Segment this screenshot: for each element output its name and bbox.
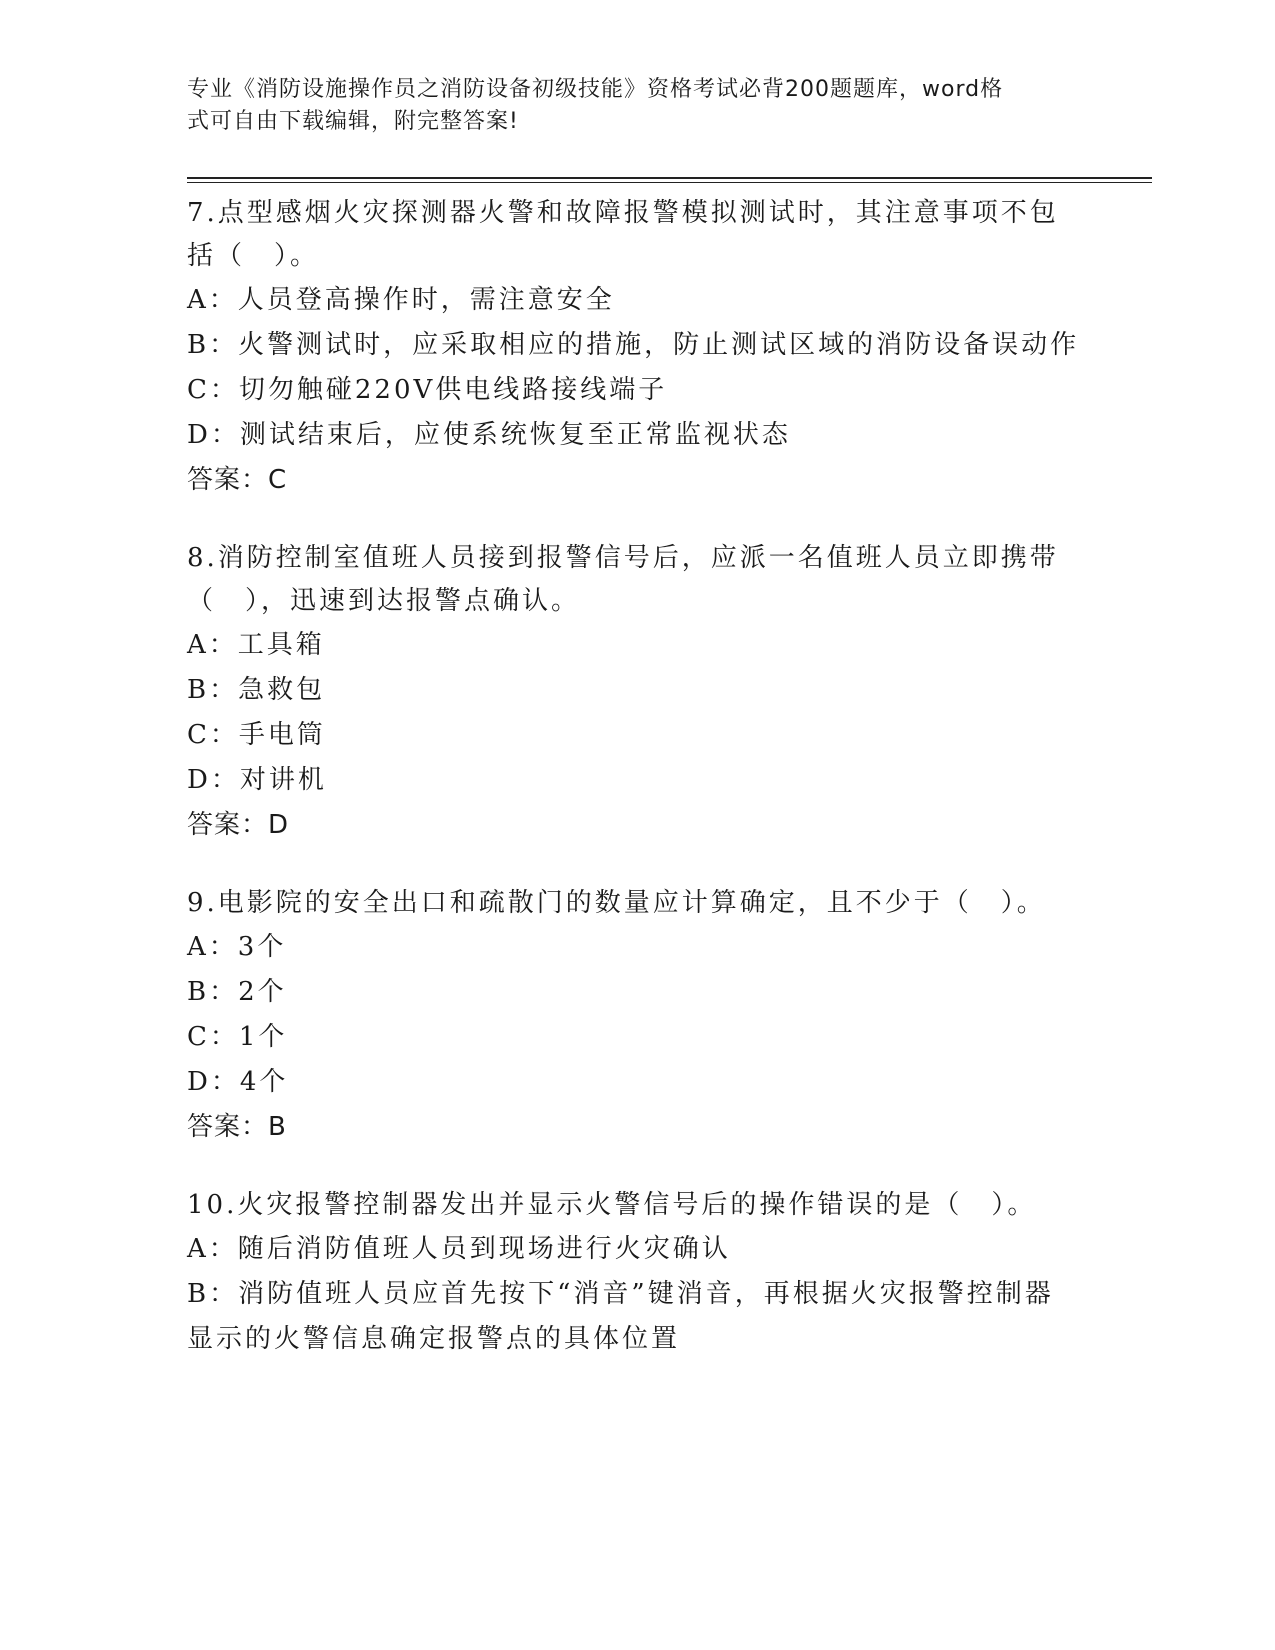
question-stem-line: 9.电影院的安全出口和疏散门的数量应计算确定，且不少于（ ）。 xyxy=(187,888,1046,918)
option-d: D：测试结束后，应使系统恢复至正常监视状态 xyxy=(187,420,791,450)
option-d: D：对讲机 xyxy=(187,765,327,795)
option-a: A：3个 xyxy=(187,932,287,962)
option-b: B：2个 xyxy=(187,977,287,1007)
question-stem-line: 7.点型感烟火灾探测器火警和故障报警模拟测试时，其注意事项不包 xyxy=(187,198,1059,228)
option-b-continued: 显示的火警信息确定报警点的具体位置 xyxy=(187,1324,681,1354)
option-c: C：切勿触碰220V供电线路接线端子 xyxy=(187,375,668,405)
option-a: A：工具箱 xyxy=(187,630,325,660)
document-header xyxy=(187,74,1067,138)
option-c: C：1个 xyxy=(187,1022,288,1052)
question-9 xyxy=(187,882,1087,1150)
option-b: B：消防值班人员应首先按下“消音”键消音，再根据火灾报警控制器 xyxy=(187,1279,1054,1309)
option-b: B：火警测试时，应采取相应的措施，防止测试区域的消防设备误动作 xyxy=(187,330,1080,360)
header-line-1: 专业《消防设施操作员之消防设备初级技能》资格考试必背200题题库，word格 xyxy=(187,77,1004,102)
option-b: B：急救包 xyxy=(187,675,326,705)
header-rule-thick xyxy=(187,177,1152,179)
answer-line: 答案：D xyxy=(187,810,290,840)
question-7 xyxy=(187,192,1087,503)
header-line-2: 式可自由下载编辑，附完整答案! xyxy=(187,109,519,134)
answer-line: 答案：C xyxy=(187,465,288,495)
header-rule-thin xyxy=(187,182,1152,183)
question-list xyxy=(187,192,1087,1396)
option-d: D：4个 xyxy=(187,1067,289,1097)
question-stem-line: 8.消防控制室值班人员接到报警信号后，应派一名值班人员立即携带 xyxy=(187,543,1059,573)
option-c: C：手电筒 xyxy=(187,720,326,750)
question-10 xyxy=(187,1184,1087,1362)
option-a: A：随后消防值班人员到现场进行火灾确认 xyxy=(187,1234,731,1264)
option-a: A：人员登高操作时，需注意安全 xyxy=(187,285,615,315)
question-stem-line: （ ），迅速到达报警点确认。 xyxy=(187,586,581,616)
question-stem-line: 10.火灾报警控制器发出并显示火警信号后的操作错误的是（ ）。 xyxy=(187,1190,1037,1220)
question-stem-line: 括（ ）。 xyxy=(187,241,320,271)
answer-line: 答案：B xyxy=(187,1112,287,1142)
question-8 xyxy=(187,537,1087,848)
